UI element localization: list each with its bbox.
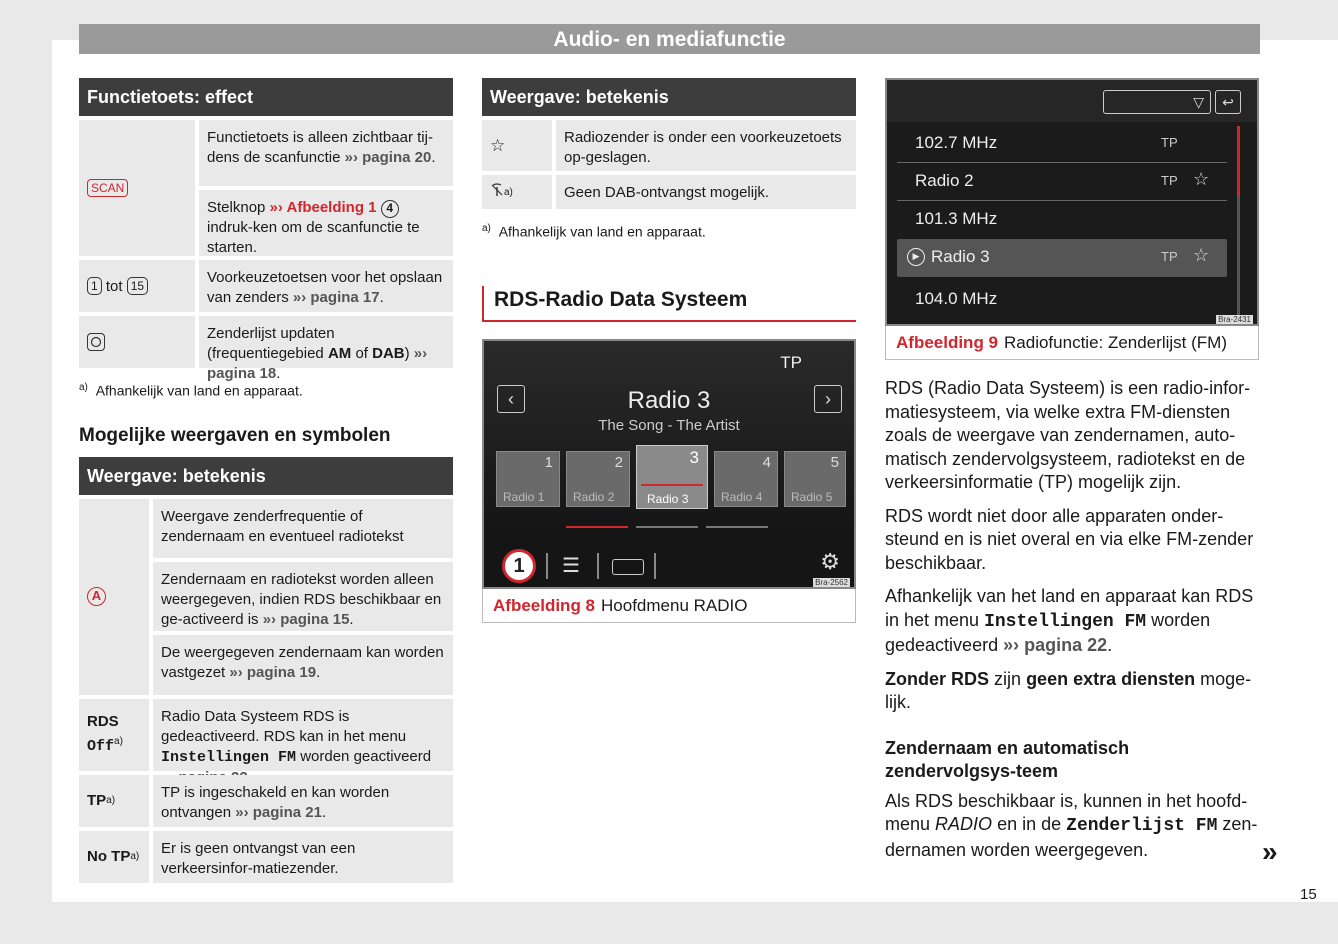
scan-desc-2b: indruk-ken om de scanfunctie te starten.	[207, 219, 420, 256]
preset-number: 2	[614, 453, 623, 471]
p5-text-c: zen-dernamen worden weergegeven.	[885, 814, 1258, 860]
rds-label: RDS	[87, 713, 119, 731]
p5-text-b: en in de	[997, 814, 1062, 834]
figure-8-caption	[482, 589, 856, 623]
page-number: 15	[1300, 886, 1317, 903]
fig8-divider	[546, 553, 548, 579]
preset-name: Radio 4	[721, 489, 763, 504]
update-am: AM	[327, 345, 352, 362]
no-tp-label: No TP	[87, 848, 131, 866]
right-column	[885, 78, 1259, 872]
page-indicator-1	[566, 526, 628, 528]
update-desc: Zenderlijst updaten (frequentiegebied AM of DAB) »› pagina 18.	[195, 316, 453, 368]
rds-off-desc	[149, 699, 453, 771]
fig8-next-button[interactable]: ›	[814, 385, 842, 413]
star-key	[482, 120, 552, 171]
preset-number: 5	[830, 453, 839, 471]
table2-heading: Weergave: betekenis	[79, 457, 453, 495]
station-tp: TP	[1161, 249, 1178, 264]
preset-number: 3	[689, 447, 699, 467]
tp-footnote-mark: a)	[106, 795, 116, 807]
fig8-prev-button[interactable]: ‹	[497, 385, 525, 413]
list-icon[interactable]: ☰	[562, 554, 580, 577]
rds-menu-name: Instellingen FM	[161, 748, 297, 766]
table-row-rds-off	[79, 695, 453, 771]
fig8-caption-text: Hoofdmenu RADIO	[601, 595, 748, 615]
table-row-a	[79, 495, 453, 695]
preset-tile[interactable]	[714, 451, 778, 507]
table3-heading: Weergave: betekenis	[482, 78, 856, 116]
continue-arrow-icon: »	[1262, 836, 1278, 867]
a-ref-3[interactable]: »› pagina 19	[229, 664, 317, 682]
scrollbar-thumb[interactable]	[1237, 126, 1240, 196]
p5-text-a: Als RDS beschikbaar is, kunnen in het hoofd-menu	[885, 790, 1248, 834]
p3-ref[interactable]: »› pagina 22	[1003, 635, 1108, 655]
preset-tot: tot	[105, 277, 123, 295]
tp-desc: TP is ingeschakeld en kan worden ontvangen »› pagina 21.	[149, 775, 453, 827]
no-dab-key	[482, 175, 552, 209]
scan-desc-2	[195, 186, 453, 256]
p3-text-a: Afhankelijk van het land en apparaat kan RDS in het menu	[885, 586, 1254, 630]
p4-bold-1: Zonder RDS	[885, 668, 990, 689]
fig8-divider	[654, 553, 656, 579]
star-icon: ☆	[490, 135, 506, 155]
symbols-heading: Mogelijke weergaven en symbolen	[79, 424, 391, 446]
scan-desc-2a: Stelknop	[207, 199, 266, 216]
station-name: Radio 3	[931, 247, 990, 266]
p4-bold-2: geen extra diensten	[1026, 668, 1196, 689]
paragraph-1: RDS (Radio Data Systeem) is een radio-infor-matiesysteem, via welke extra FM-diensten zoals de weergave van zendernamen, auto-matisch zendervolgsysteem, radiotekst en de verkeersinformatie (TP) mogelijk zijn.	[885, 378, 1251, 492]
paragraph-4	[885, 668, 1259, 715]
rds-off-key	[79, 699, 149, 771]
radio-display-icon[interactable]	[612, 559, 644, 575]
preset-name: Radio 5	[791, 489, 833, 504]
station-name: Radio 2	[915, 171, 974, 190]
chapter-header: Audio- en mediafunctie	[79, 24, 1260, 54]
scan-desc-1-text: Functietoets is alleen zichtbaar tij-dens de scanfunctie	[207, 129, 433, 166]
no-dab-antenna-icon	[490, 183, 504, 201]
preset-tile-selected[interactable]	[636, 445, 708, 509]
scan-desc-cell	[195, 120, 453, 256]
callout-1-icon	[502, 549, 536, 583]
star-icon: ☆	[1193, 245, 1210, 265]
off-label: Off	[87, 738, 115, 756]
fig9-filter-dropdown[interactable]: ▽	[1103, 90, 1211, 114]
p4-text-2: moge-lijk.	[885, 668, 1252, 712]
station-name: 102.7 MHz	[915, 133, 998, 152]
a-key-cell	[79, 499, 149, 695]
a-ref-2[interactable]: »› pagina 15	[262, 611, 350, 629]
page-indicator-2	[636, 526, 698, 528]
preset-1-icon: 1	[87, 277, 102, 295]
p4-text-1: zijn	[994, 668, 1022, 689]
preset-name: Radio 3	[647, 491, 689, 506]
scrollbar[interactable]	[1237, 126, 1240, 316]
a-desc-3-text: De weergegeven zendernaam kan worden vastgezet	[161, 644, 444, 682]
preset-selected-underline	[641, 484, 703, 486]
fig9-caption-text: Radiofunctie: Zenderlijst (FM)	[1004, 333, 1227, 352]
no-tp-key	[79, 831, 149, 883]
scan-ref-1[interactable]: »› pagina 20	[344, 149, 432, 166]
station-row[interactable]	[897, 201, 1227, 239]
a-desc-2: Zendernaam en radiotekst worden alleen weergegeven, indien RDS beschikbaar en ge-activeerd is »› pagina 15.	[149, 558, 453, 631]
p3-text-b: worden gedeactiveerd	[885, 609, 1211, 655]
footnote-mark: a)	[79, 382, 88, 393]
scan-button-icon: SCAN	[87, 179, 128, 197]
a-desc-cell	[149, 499, 453, 695]
no-tp-desc: Er is geen ontvangst van een verkeersinfor-matiezender.	[149, 831, 453, 883]
a-desc-1: Weergave zenderfrequentie of zendernaam en eventueel radiotekst	[149, 499, 453, 559]
preset-key-cell	[79, 260, 195, 312]
rds-footnote-mark: a)	[114, 736, 123, 748]
fig8-divider	[597, 553, 599, 579]
table-row-no-tp	[79, 827, 453, 883]
a-desc-2-text: Zendernaam en radiotekst worden alleen weergegeven, indien RDS beschikbaar en ge-activeerd is	[161, 571, 442, 629]
tp-desc-text: TP is ingeschakeld en kan worden ontvangen	[161, 783, 390, 821]
update-ref[interactable]: »› pagina 18	[207, 345, 428, 382]
no-tp-footnote-mark: a)	[130, 851, 140, 863]
preset-desc: Voorkeuzetoetsen voor het opslaan van zenders »› pagina 17.	[195, 260, 453, 312]
figure-9-caption	[885, 326, 1259, 360]
footnote-text: Afhankelijk van land en apparaat.	[95, 382, 303, 399]
scan-key-cell	[79, 120, 195, 256]
preset-number: 4	[762, 453, 771, 471]
update-dab: DAB	[372, 345, 405, 362]
station-row-selected[interactable]	[897, 239, 1227, 277]
update-desc-text: Zenderlijst updaten (frequentiegebied	[207, 325, 335, 362]
fig8-bottom-bar	[484, 547, 854, 587]
update-of: of	[355, 345, 368, 362]
station-tp: TP	[1161, 135, 1178, 150]
fig8-code: Bra-2562	[815, 577, 848, 587]
page-indicator-3	[706, 526, 768, 528]
fig8-caption-label: Afbeelding 8	[493, 595, 596, 615]
scan-desc-1: Functietoets is alleen zichtbaar tij-dens de scanfunctie »› pagina 20.	[195, 120, 453, 186]
table-row-presets	[79, 256, 453, 312]
preset-tile[interactable]	[566, 451, 630, 507]
fig9-top-bar	[887, 80, 1257, 122]
paragraph-3: Afhankelijk van het land en apparaat kan RDS in het menu Instellingen FM worden gedeactiveerd »› pagina 22.	[885, 586, 1254, 655]
paragraph-5	[885, 790, 1259, 863]
station-tp: TP	[1161, 173, 1178, 188]
preset-name: Radio 1	[503, 489, 545, 504]
dab-footnote-mark: a)	[504, 186, 513, 198]
play-icon: ▶	[907, 248, 925, 266]
back-icon[interactable]: ↩	[1215, 90, 1241, 114]
table-row-update	[79, 312, 453, 382]
fig9-code: Bra-2431	[1218, 315, 1251, 324]
paragraph-2: RDS wordt niet door alle apparaten onder-steund en is niet overal en via elke FM-zender beschikbaar.	[885, 505, 1254, 573]
star-desc: Radiozender is onder een voorkeuzetoets op-geslagen.	[552, 120, 856, 171]
rds-desc-2: worden geactiveerd	[300, 747, 432, 765]
star-icon: ☆	[1193, 169, 1210, 189]
table3-footnote-mark: a)	[482, 223, 491, 234]
station-row[interactable]	[897, 125, 1227, 163]
table3-footnote-text: Afhankelijk van land en apparaat.	[498, 223, 706, 240]
preset-desc-text: Voorkeuzetoetsen voor het opslaan van zenders	[207, 269, 443, 306]
scan-ref-figure[interactable]: »› Afbeelding 1	[269, 199, 377, 216]
refresh-list-icon	[87, 333, 105, 351]
update-key-cell	[79, 316, 195, 368]
tp-label: TP	[87, 792, 107, 810]
a-desc-3: De weergegeven zendernaam kan worden vastgezet »› pagina 19.	[149, 631, 453, 695]
no-dab-desc: Geen DAB-ontvangst mogelijk.	[552, 175, 856, 209]
station-row[interactable]	[897, 163, 1227, 201]
fig8-station-name: Radio 3	[627, 386, 711, 414]
tp-key	[79, 775, 149, 827]
station-row[interactable]	[897, 277, 1227, 321]
preset-number: 1	[544, 453, 553, 471]
station-name: 104.0 MHz	[915, 289, 998, 308]
middle-column	[482, 78, 856, 623]
preset-15-icon: 15	[127, 277, 148, 295]
preset-ref[interactable]: »› pagina 17	[292, 289, 380, 306]
settings-gear-icon[interactable]: ⚙	[820, 548, 840, 574]
callout-a-icon: A	[87, 587, 106, 606]
station-name: 101.3 MHz	[915, 209, 998, 228]
p5-italic: RADIO	[935, 814, 993, 834]
subheading-station-name: Zendernaam en automatisch zendervolgsys-teem	[885, 737, 1130, 781]
fig9-caption-label: Afbeelding 9	[896, 333, 999, 352]
figure-9-station-list	[885, 78, 1259, 326]
table-row-tp	[79, 771, 453, 827]
preset-tile[interactable]	[496, 451, 560, 507]
station-list	[897, 125, 1227, 321]
table3-footnote	[482, 223, 856, 240]
fig8-tp-indicator: TP	[780, 352, 802, 372]
p5-menu-name: Zenderlijst FM	[1066, 816, 1218, 836]
table-row-no-dab	[482, 171, 856, 209]
fig8-preset-row	[496, 449, 846, 509]
rds-desc-1: Radio Data Systeem RDS is gedeactiveerd. RDS kan in het menu	[161, 707, 407, 745]
table1-heading: Functietoets: effect	[79, 78, 453, 116]
fig8-song-text: The Song - The Artist	[598, 416, 740, 434]
table-row-star	[482, 116, 856, 171]
preset-tile[interactable]	[784, 451, 846, 507]
figure-8-radio-main-menu	[482, 339, 856, 589]
left-column	[79, 78, 453, 883]
rds-section-title: RDS-Radio Data Systeem	[482, 286, 856, 322]
p3-menu-name: Instellingen FM	[984, 611, 1147, 632]
table1-footnote	[79, 382, 453, 399]
preset-name: Radio 2	[573, 489, 615, 504]
rds-body-text	[885, 377, 1259, 862]
tp-ref[interactable]: »› pagina 21	[235, 803, 322, 821]
callout-1-number: 1	[513, 554, 525, 577]
callout-number-icon: 4	[381, 200, 399, 218]
table-row-scan	[79, 116, 453, 256]
